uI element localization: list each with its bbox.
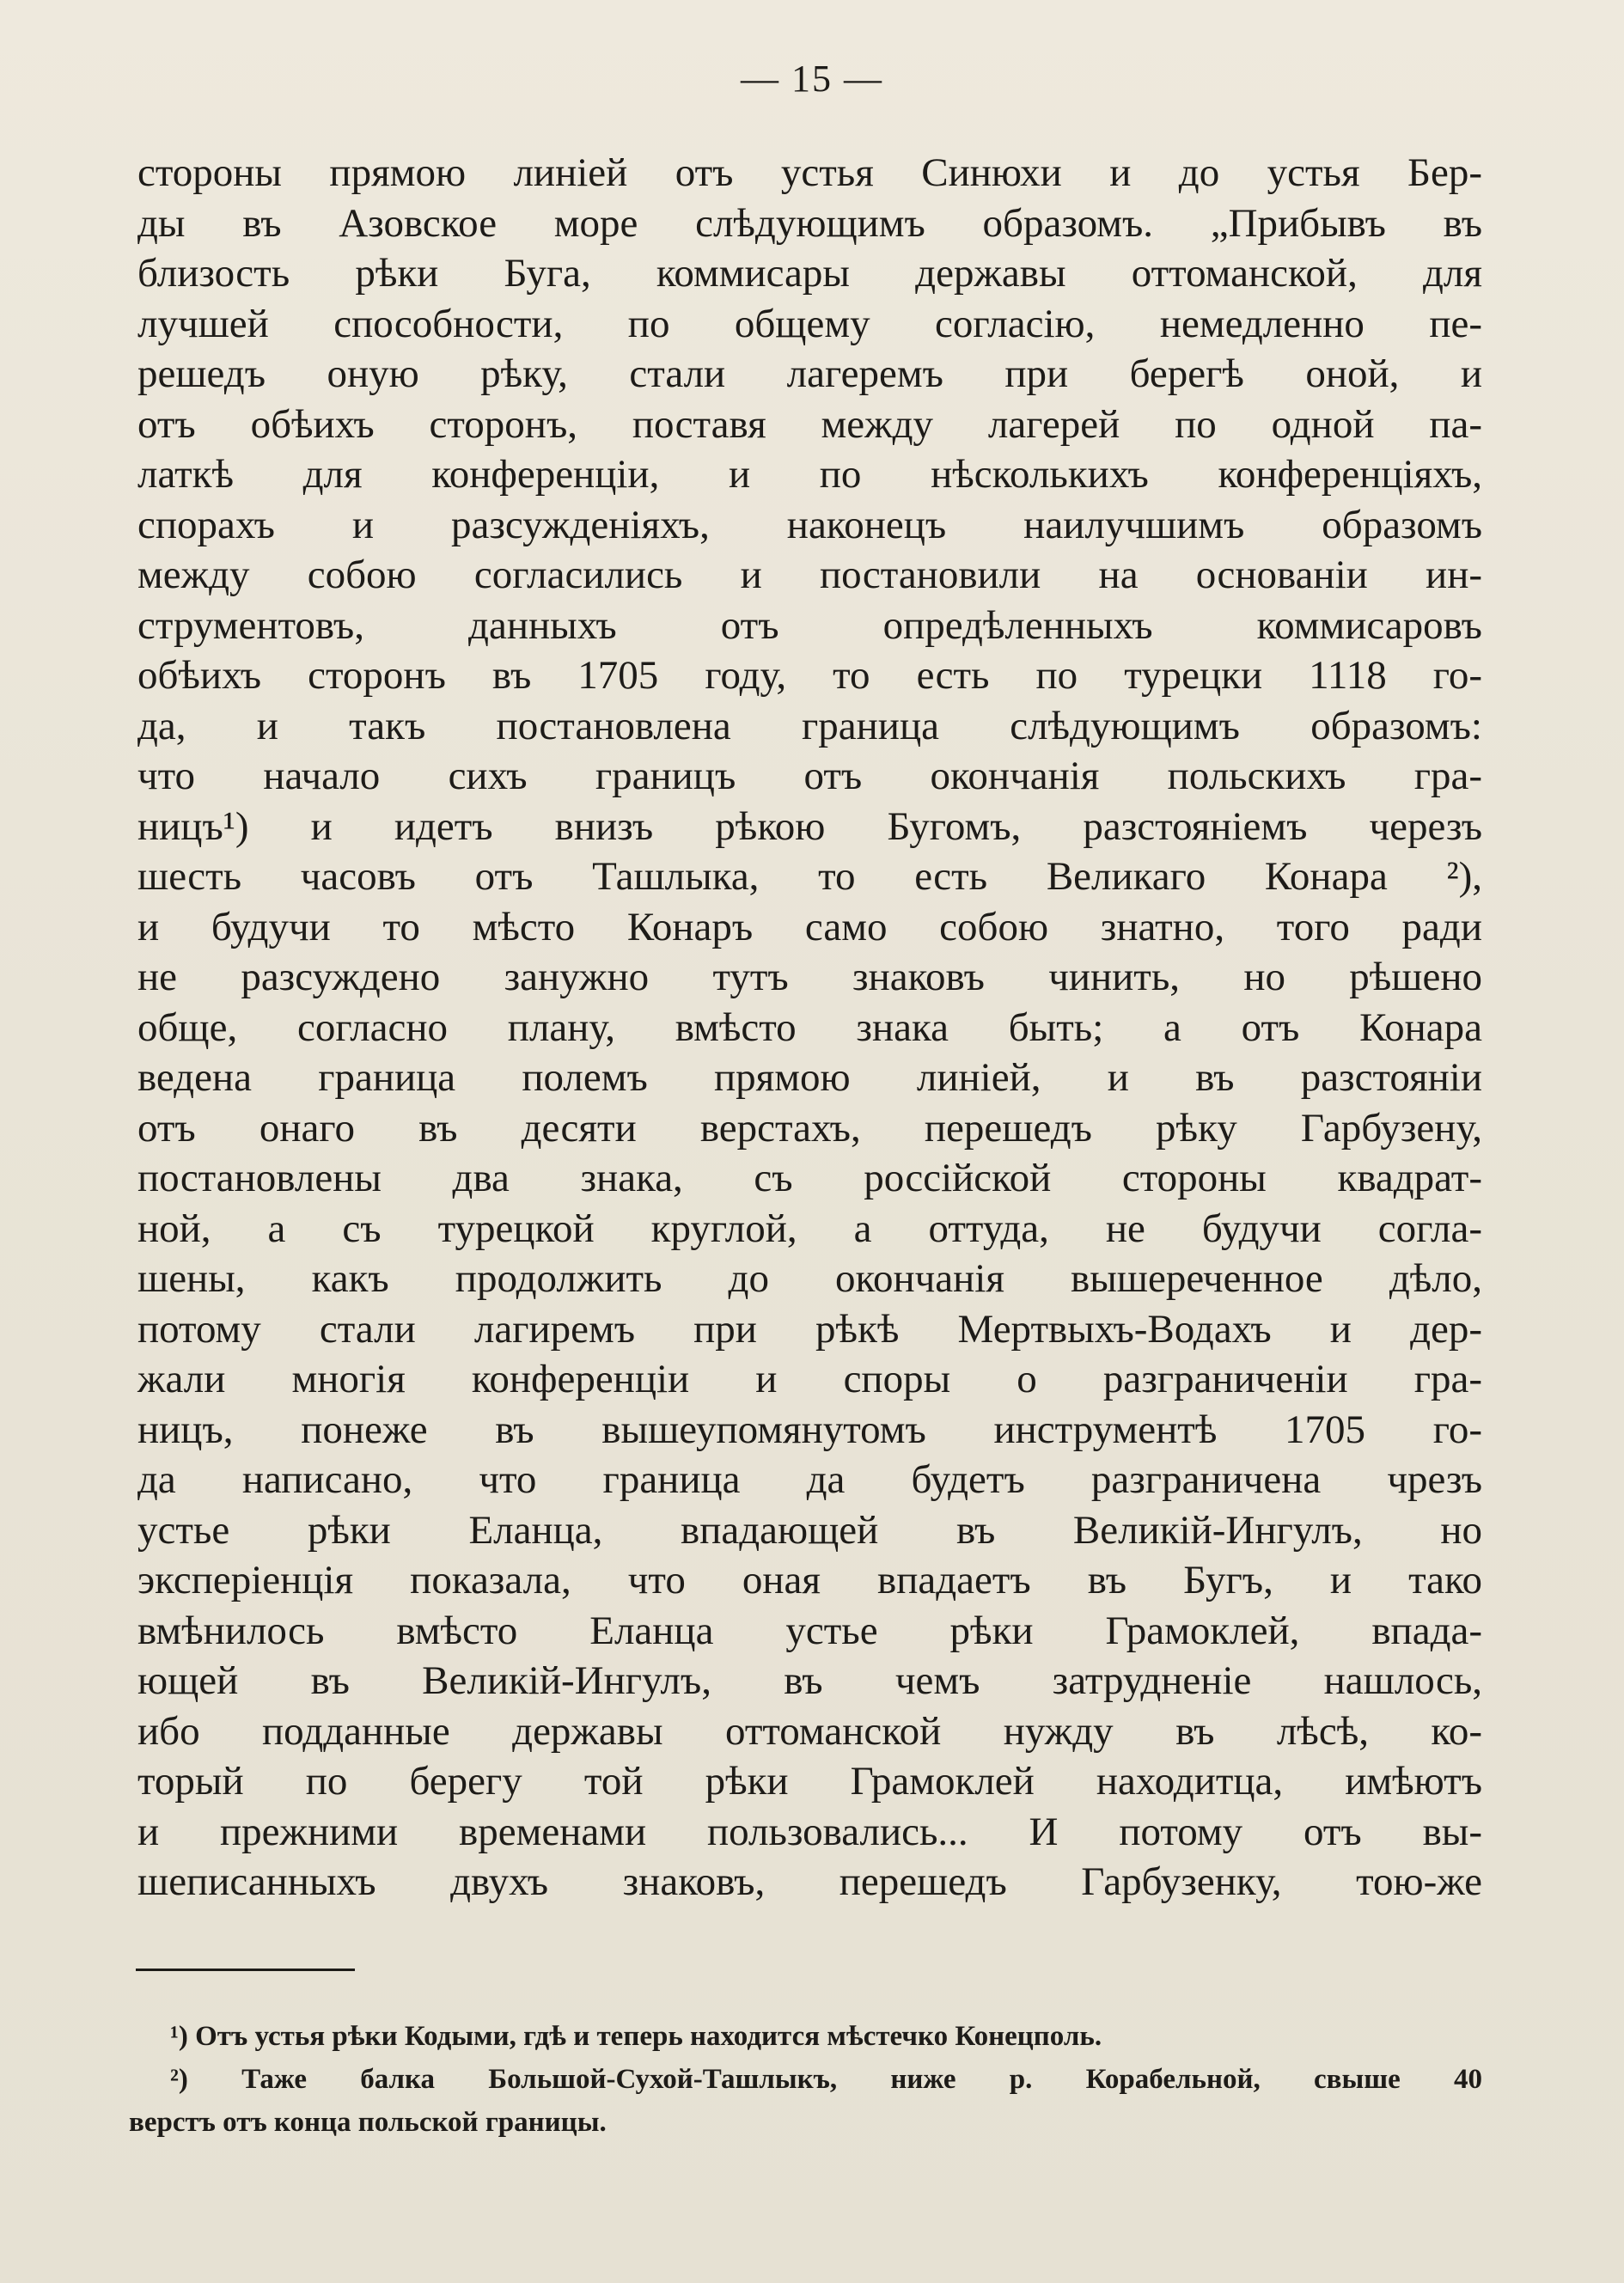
text-line: решедъ оную рѣку, стали лагеремъ при берегѣ оной, и [137, 351, 1482, 396]
text-line: потому стали лагиремъ при рѣкѣ Мертвыхъ-Водахъ и дер- [137, 1306, 1482, 1352]
text-line: ды въ Азовское море слѣдующимъ образомъ. „Прибывъ въ [137, 200, 1482, 246]
text-line: обѣихъ сторонъ въ 1705 году, то есть по турецки 1118 го- [137, 653, 1482, 698]
footnotes [129, 2015, 1482, 2144]
text-line: и будучи то мѣсто Конаръ само собою знатно, того ради [137, 904, 1482, 949]
text-line: близость рѣки Буга, коммисары державы оттоманской, для [137, 251, 1482, 296]
text-line: отъ онаго въ десяти верстахъ, перешедъ рѣку Гарбузену, [137, 1105, 1482, 1151]
text-line: да, и такъ постановлена граница слѣдующимъ образомъ: [137, 703, 1482, 748]
footnote-2-continued: верстъ отъ конца польской границы. [129, 2107, 607, 2138]
footnote-divider [136, 1969, 355, 1971]
text-line: шесть часовъ отъ Ташлыка, то есть Великаго Конара ²), [137, 854, 1482, 899]
text-line: устье рѣки Еланца, впадающей въ Великій-Ингулъ, но [137, 1507, 1482, 1553]
text-line: ведена граница полемъ прямою линіей, и въ разстояніи [137, 1055, 1482, 1100]
text-line: лучшей способности, по общему согласію, немедленно пе- [137, 301, 1482, 346]
text-line: между собою согласились и постановили на основаніи ин- [137, 552, 1482, 597]
text-line: шены, какъ продолжить до окончанія вышереченное дѣло, [137, 1256, 1482, 1301]
text-line: да написано, что граница да будетъ разграничена чрезъ [137, 1457, 1482, 1502]
text-line: латкѣ для конференціи, и по нѣсколькихъ конференціяхъ, [137, 452, 1482, 497]
text-line: обще, согласно плану, вмѣсто знака быть; а отъ Конара [137, 1004, 1482, 1050]
text-line: торый по берегу той рѣки Грамоклей находитца, имѣютъ [137, 1759, 1482, 1804]
text-line: шеписанныхъ двухъ знаковъ, перешедъ Гарбузенку, тою-же [137, 1859, 1482, 1904]
text-line: вмѣнилось вмѣсто Еланца устье рѣки Грамоклей, впада- [137, 1608, 1482, 1653]
text-line: и прежними временами пользовались... И потому отъ вы- [137, 1809, 1482, 1854]
text-line: не разсуждено занужно тутъ знаковъ чинить, но рѣшено [137, 955, 1482, 999]
text-line: ной, а съ турецкой круглой, а оттуда, не будучи согла- [137, 1206, 1482, 1251]
text-line: спорахъ и разсужденіяхъ, наконецъ наилучшимъ образомъ [137, 502, 1482, 547]
footnote-2: ²) Таже балка Большой-Сухой-Ташлыкъ, ниже р. Корабельной, свыше 40 [170, 2064, 1482, 2095]
text-line: ницъ¹) и идетъ внизъ рѣкою Бугомъ, разстояніемъ черезъ [137, 803, 1482, 849]
text-line: ибо подданные державы оттоманской нужду въ лѣсѣ, ко- [137, 1708, 1482, 1754]
text-line: эксперіенція показала, что оная впадаетъ въ Бугъ, и тако [137, 1558, 1482, 1602]
text-line: струментовъ, данныхъ отъ опредѣленныхъ коммисаровъ [137, 602, 1482, 648]
text-line: жали многія конференціи и споры о разграниченіи гра- [137, 1357, 1482, 1401]
page-number: — 15 — [741, 58, 883, 100]
text-line: отъ обѣихъ сторонъ, поставя между лагерей по одной па- [137, 401, 1482, 447]
text-line: постановлены два знака, съ россійской стороны квадрат- [137, 1156, 1482, 1200]
text-line: что начало сихъ границъ отъ окончанія польскихъ гра- [137, 754, 1482, 798]
text-line: ющей въ Великій-Ингулъ, въ чемъ затрудненіе нашлось, [137, 1658, 1482, 1703]
footnote-1: ¹) Отъ устья рѣки Кодыми, гдѣ и теперь находится мѣстечко Конецполь. [170, 2021, 1102, 2052]
text-line: ницъ, понеже въ вышеупомянутомъ инструментѣ 1705 го- [137, 1407, 1482, 1452]
text-line: стороны прямою линіей отъ устья Синюхи и до устья Бер- [137, 150, 1482, 195]
body-text [137, 148, 1482, 1908]
